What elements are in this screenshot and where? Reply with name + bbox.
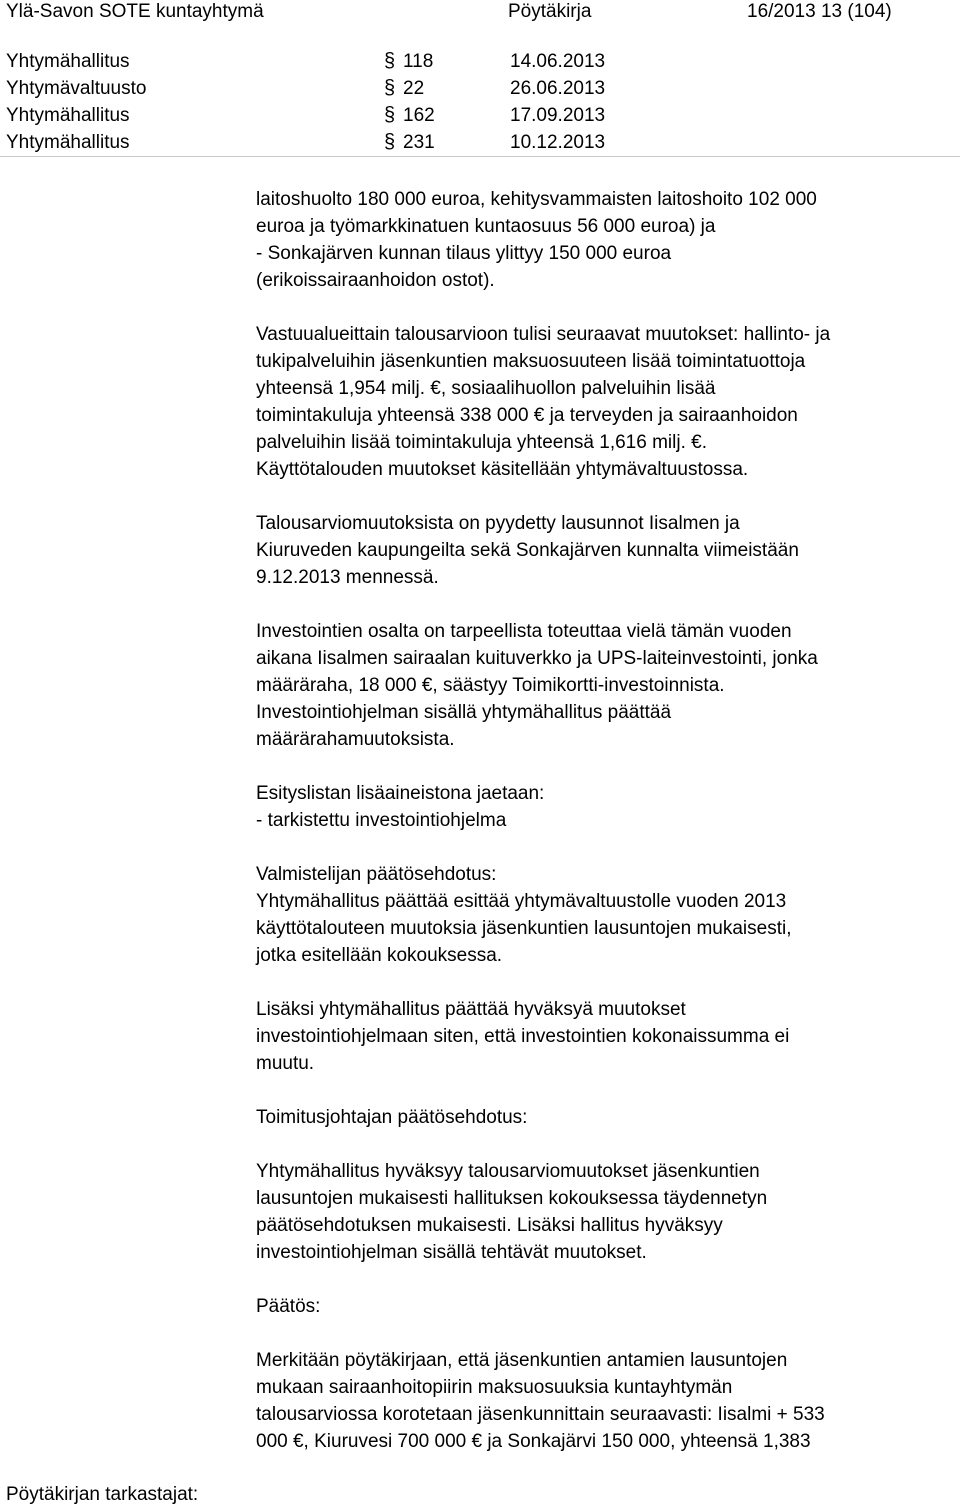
paragraph-investments: Investointien osalta on tarpeellista toteuttaa vielä tämän vuoden aikana Iisalmen sairaalan kuituverkko ja UPS-laiteinvestointi, jonka määräraha, 18 000 €, säästyy Toimikortti-investoinnista. Investointiohjelman sisällä yhtymähallitus päättää määrärahamuutoksista. — [256, 621, 818, 750]
paragraph-decision: Merkitään pöytäkirjaan, että jäsenkuntien antamien lausuntojen mukaan sairaanhoitopiirin maksuosuuksia kuntayhtymän talousarviossa korotetaan jäsenkunnittain seuraavasti: Iisalmi + 533 000 €, Kiuruvesi 700 000 € ja Sonkajärvi 150 000, yhteensä 1,383 — [256, 1350, 825, 1452]
section-number: 231 — [403, 132, 435, 153]
section-number: 162 — [403, 105, 435, 126]
section-number: 22 — [403, 78, 425, 99]
section-mark-icon: § — [384, 104, 396, 126]
document-header — [0, 0, 960, 28]
meeting-body: Yhtymähallitus — [6, 105, 130, 126]
document-type: Pöytäkirja — [508, 1, 592, 22]
meeting-date: 10.12.2013 — [510, 132, 606, 153]
paragraph-statements-requested: Talousarviomuutoksista on pyydetty lausunnot Iisalmen ja Kiuruveden kaupungeilta sekä Sonkajärven kunnalta viimeistään 9.12.2013 mennessä. — [256, 513, 799, 588]
decision-heading: Päätös: — [256, 1296, 321, 1317]
meeting-reference-row — [0, 129, 960, 156]
section-number: 118 — [403, 51, 434, 72]
section-mark-icon: § — [384, 77, 396, 99]
meeting-reference-row — [0, 48, 960, 75]
paragraph-investment-program: Lisäksi yhtymähallitus päättää hyväksyä muutokset investointiohjelmaan siten, että investointien kokonaissumma ei muutu. — [256, 999, 790, 1074]
meeting-date: 14.06.2013 — [510, 51, 606, 72]
meeting-body: Yhtymävaltuusto — [6, 78, 147, 99]
document-body — [256, 186, 956, 1455]
document-number: 16/2013 13 (104) — [747, 1, 892, 22]
paragraph-attachments: Esityslistan lisäaineistona jaetaan: - tarkistettu investointiohjelma — [256, 783, 545, 831]
meeting-reference-row — [0, 75, 960, 102]
paragraph-budget-continuation: laitoshuolto 180 000 euroa, kehitysvammaisten laitoshoito 102 000 euroa ja työmarkkinatuen kuntaosuus 56 000 euroa) ja - Sonkajärven kunnan tilaus ylittyy 150 000 euroa (erikoissairaanhoidon ostot). — [256, 189, 817, 291]
paragraph-budget-changes: Vastuualueittain talousarvioon tulisi seuraavat muutokset: hallinto- ja tukipalveluihin jäsenkuntien maksuosuuteen lisää toimintatuottoja yhteensä 1,954 milj. €, sosiaalihuollon palveluihin lisää toimintakuluja yhteensä 338 000 € ja terveyden ja sairaanhoidon palveluihin lisää toimintakuluja yhteensä 1,616 milj. €. Käyttötalouden muutokset käsitellään yhtymävaltuustossa. — [256, 324, 831, 480]
meeting-body: Yhtymähallitus — [6, 51, 130, 72]
paragraph-ceo-proposal: Yhtymähallitus hyväksyy talousarviomuutokset jäsenkuntien lausuntojen mukaisesti hallituksen kokouksessa täydennetyn päätösehdotuksen mukaisesti. Lisäksi hallitus hyväksyy investointiohjelman sisällä tehtävät muutokset. — [256, 1161, 768, 1263]
header-divider — [0, 156, 960, 157]
meeting-references — [0, 48, 960, 156]
meeting-date: 26.06.2013 — [510, 78, 606, 99]
meeting-body: Yhtymähallitus — [6, 132, 130, 153]
reviewers-label: Pöytäkirjan tarkastajat: — [6, 1484, 199, 1505]
meeting-date: 17.09.2013 — [510, 105, 606, 126]
paragraph-preparer-proposal: Valmistelijan päätösehdotus: Yhtymähallitus päättää esittää yhtymävaltuustolle vuoden 2013 käyttötalouteen muutoksia jäsenkuntien lausuntojen mukaisesti, jotka esitellään kokouksessa. — [256, 864, 792, 966]
meeting-reference-row — [0, 102, 960, 129]
section-mark-icon: § — [384, 50, 396, 72]
section-mark-icon: § — [384, 131, 396, 153]
organization-name: Ylä-Savon SOTE kuntayhtymä — [6, 1, 264, 22]
ceo-proposal-heading: Toimitusjohtajan päätösehdotus: — [256, 1107, 528, 1128]
